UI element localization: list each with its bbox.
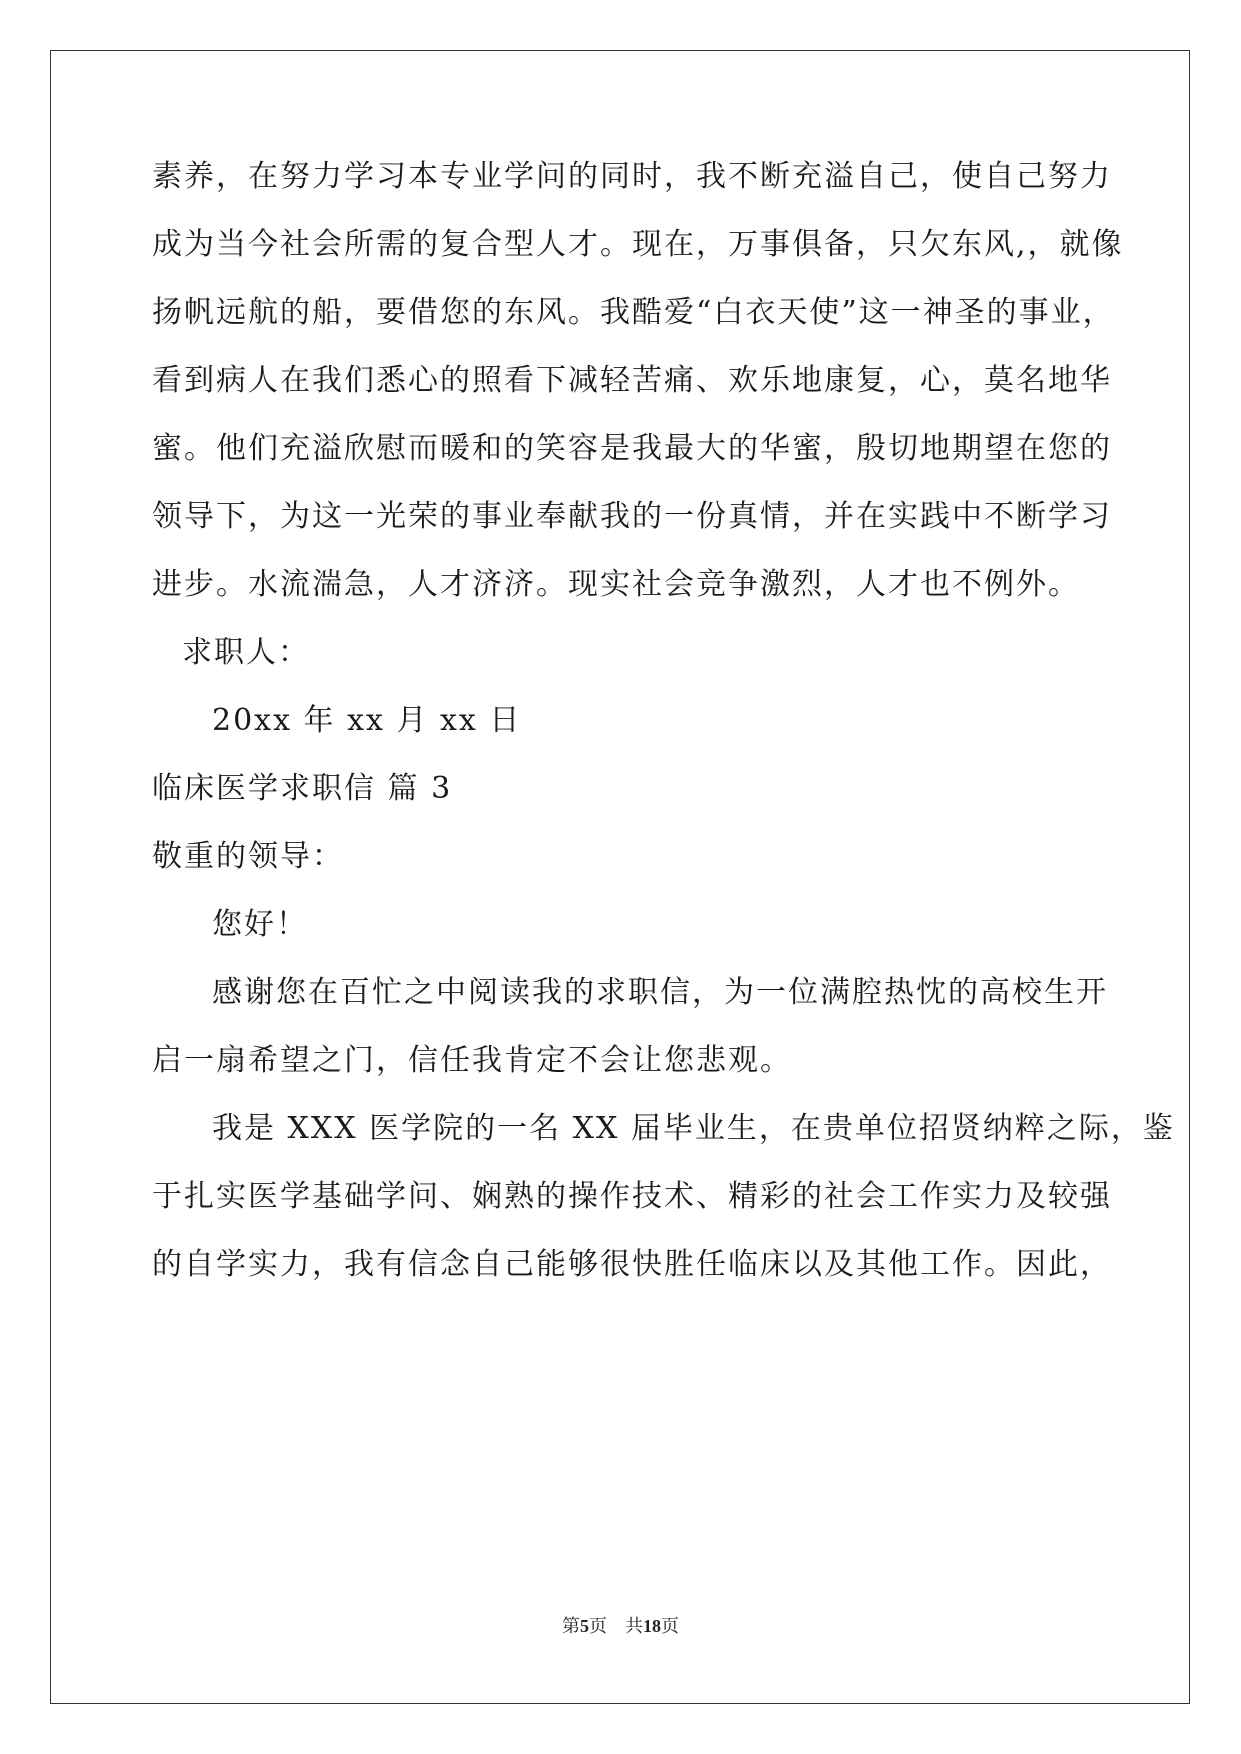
page-prefix: 第 xyxy=(562,1616,580,1637)
body-line: 扬帆远航的船，要借您的东风。我酷爱“白衣天使”这一神圣的事业， xyxy=(152,295,1115,330)
current-page-number: 5 xyxy=(580,1616,589,1636)
body-line: 看到病人在我们悉心的照看下减轻苦痛、欢乐地康复，心，莫名地华 xyxy=(152,363,1112,398)
body-line: 的自学实力，我有信念自己能够很快胜任临床以及其他工作。因此， xyxy=(152,1247,1112,1282)
body-line: 蜜。他们充溢欣慰而暖和的笑容是我最大的华蜜，殷切地期望在您的 xyxy=(152,431,1112,466)
body-line: 领导下，为这一光荣的事业奉献我的一份真情，并在实践中不断学习 xyxy=(152,499,1112,534)
greeting: 您好！ xyxy=(212,907,308,942)
page-suffix: 页 xyxy=(589,1616,607,1637)
body-line: 我是 XXX 医学院的一名 XX 届毕业生，在贵单位招贤纳粹之际，鉴 xyxy=(212,1111,1175,1146)
page-footer xyxy=(0,1614,1241,1639)
body-line: 启一扇希望之门，信任我肯定不会让您悲观。 xyxy=(152,1043,792,1078)
total-prefix: 共 xyxy=(625,1616,643,1637)
body-line: 进步。水流湍急，人才济济。现实社会竞争激烈，人才也不例外。 xyxy=(152,567,1080,602)
total-suffix: 页 xyxy=(661,1616,679,1637)
date-line: 20xx 年 xx 月 xx 日 xyxy=(212,703,522,738)
salutation: 敬重的领导： xyxy=(152,839,344,874)
section-heading: 临床医学求职信 篇 3 xyxy=(152,771,453,806)
total-pages-number: 18 xyxy=(643,1616,661,1636)
body-line: 于扎实医学基础学问、娴熟的操作技术、精彩的社会工作实力及较强 xyxy=(152,1179,1112,1214)
body-line: 感谢您在百忙之中阅读我的求职信，为一位满腔热忱的高校生开 xyxy=(212,975,1108,1010)
body-line: 成为当今社会所需的复合型人才。现在，万事俱备，只欠东风,，就像 xyxy=(152,227,1124,262)
signature-label: 求职人： xyxy=(182,635,310,670)
body-line: 素养，在努力学习本专业学问的同时，我不断充溢自己，使自己努力 xyxy=(152,159,1112,194)
